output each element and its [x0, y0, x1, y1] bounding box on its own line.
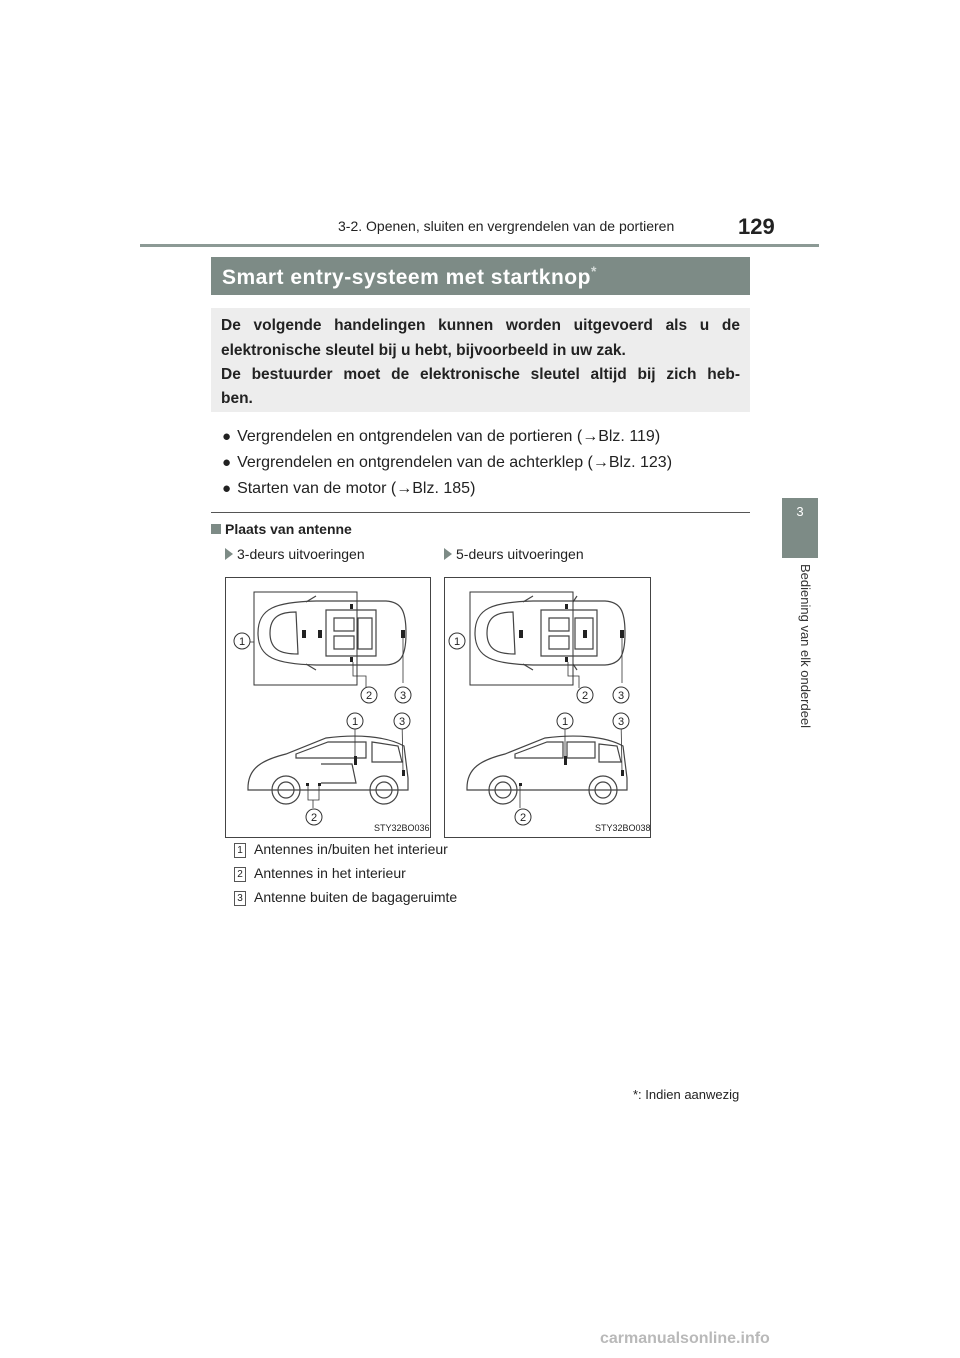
legend-number: 1	[234, 843, 246, 858]
callout-3: 3	[617, 690, 625, 702]
legend-text: Antenne buiten de bagageruimte	[254, 889, 458, 905]
watermark: carmanualsonline.info	[600, 1330, 770, 1347]
callout-1: 1	[561, 716, 569, 728]
bullet-icon: ●	[222, 480, 232, 497]
bullet-icon: ●	[222, 454, 232, 471]
section-divider	[211, 512, 750, 513]
triangle-bullet-icon	[225, 548, 233, 560]
variant-label-3door	[225, 546, 365, 562]
callout-1: 1	[453, 636, 461, 648]
page-number: 129	[738, 214, 775, 239]
callout-2: 2	[581, 690, 589, 702]
intro-line: ben.	[221, 390, 253, 407]
variant-label-5door	[444, 546, 584, 562]
legend-number: 3	[234, 891, 246, 906]
chapter-title: Bediening van elk onderdeel	[798, 564, 813, 729]
figure-code: STY32BO038	[595, 823, 651, 833]
legend-item	[234, 841, 448, 858]
figure-code: STY32BO036	[374, 823, 430, 833]
legend-text: Antennes in/buiten het interieur	[254, 841, 448, 857]
triangle-bullet-icon	[444, 548, 452, 560]
callout-2: 2	[310, 812, 318, 824]
intro-line: De volgende handelingen kunnen worden uitgevoerd als u de	[221, 317, 740, 334]
subheading-text: Plaats van antenne	[225, 521, 352, 537]
intro-box	[211, 308, 750, 412]
bullet-text: Vergrendelen en ontgrendelen van de achterklep (→Blz. 123)	[237, 454, 673, 471]
bullet-item	[222, 428, 660, 446]
callout-1: 1	[351, 716, 359, 728]
callout-2: 2	[365, 690, 373, 702]
intro-line: elektronische sleutel bij u hebt, bijvoorbeeld in uw zak.	[221, 342, 626, 359]
subheading	[211, 521, 352, 537]
legend-text: Antennes in het interieur	[254, 865, 406, 881]
section-title-text: Smart entry-systeem met startknop	[222, 266, 591, 289]
legend-item	[234, 865, 406, 882]
header-divider	[140, 244, 819, 247]
callout-3: 3	[398, 716, 406, 728]
square-bullet-icon	[211, 524, 221, 534]
section-title	[222, 263, 597, 290]
chapter-tab	[782, 498, 818, 558]
chapter-number: 3	[796, 504, 804, 519]
variant-label-text: 3-deurs uitvoeringen	[237, 546, 365, 562]
legend-number: 2	[234, 867, 246, 882]
callout-3: 3	[617, 716, 625, 728]
bullet-text: Starten van de motor (→Blz. 185)	[237, 480, 476, 497]
section-title-bar	[211, 257, 750, 295]
callout-3: 3	[399, 690, 407, 702]
figure-5door	[444, 577, 651, 838]
figure-3door	[225, 577, 431, 838]
bullet-text: Vergrendelen en ontgrendelen van de portieren (→Blz. 119)	[237, 428, 661, 445]
running-header: 3-2. Openen, sluiten en vergrendelen van de portieren	[338, 218, 675, 234]
car-diagram-5door	[445, 578, 650, 837]
footnote: *: Indien aanwezig	[633, 1087, 740, 1102]
callout-2: 2	[519, 812, 527, 824]
car-diagram-3door	[226, 578, 430, 837]
legend-item	[234, 889, 457, 906]
bullet-item	[222, 454, 672, 472]
variant-label-text: 5-deurs uitvoeringen	[456, 546, 584, 562]
bullet-icon: ●	[222, 428, 232, 445]
optional-asterisk: *	[590, 263, 597, 279]
bullet-item	[222, 480, 475, 498]
callout-1: 1	[238, 636, 246, 648]
intro-line: De bestuurder moet de elektronische sleutel altijd bij zich heb-	[221, 366, 740, 383]
